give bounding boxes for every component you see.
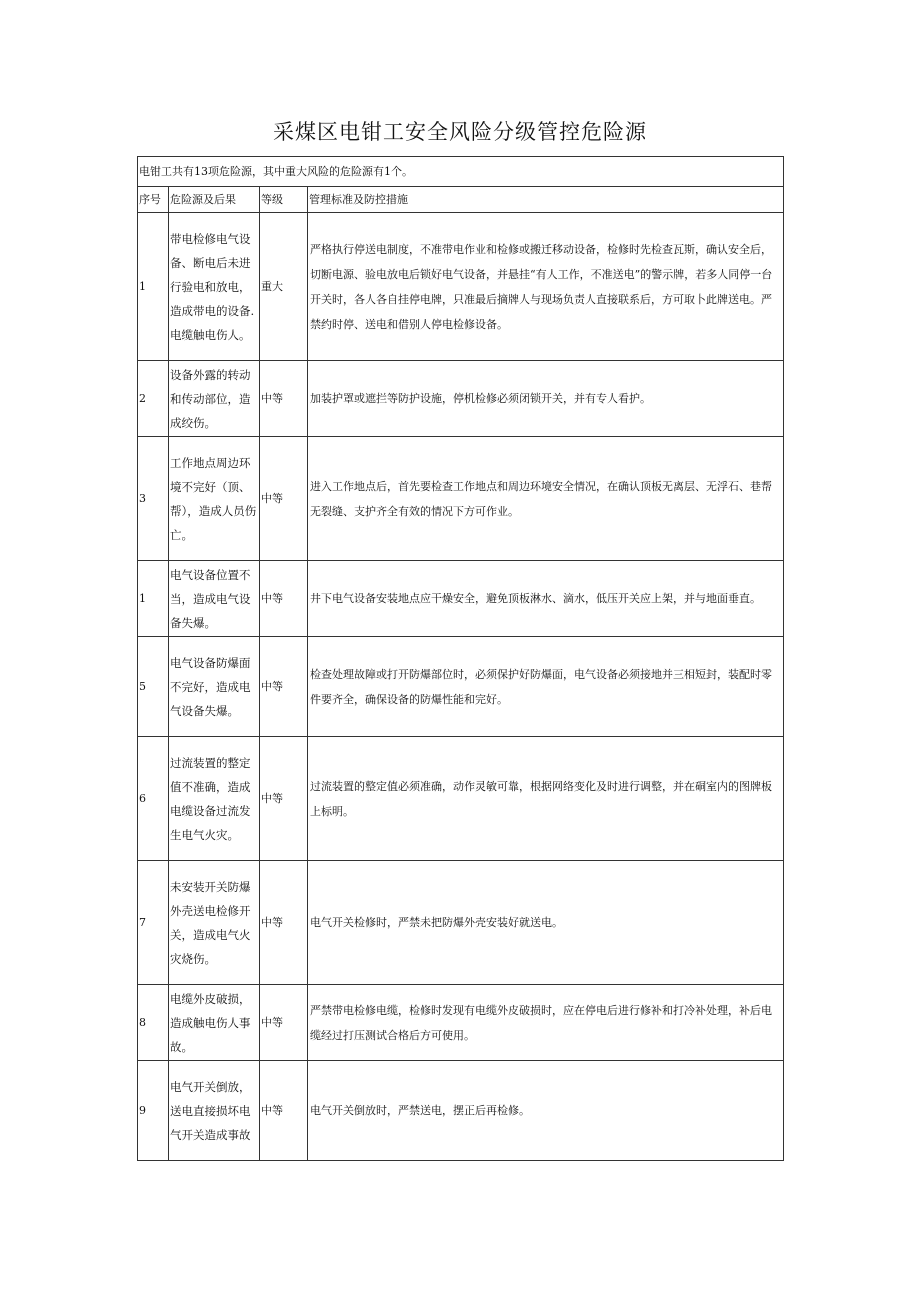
- row-number: 1: [138, 561, 169, 637]
- row-number: 5: [138, 637, 169, 737]
- hazard-description: 带电检修电气设备、断电后未进行验电和放电，造成带电的设备.电缆触电伤人。: [169, 213, 260, 361]
- header-level: 等级: [260, 187, 308, 213]
- risk-level: 中等: [260, 1061, 308, 1161]
- table-row: [138, 1061, 784, 1161]
- table-row: [138, 361, 784, 437]
- control-measures: 加装护罩或遮拦等防护设施，停机检修必须闭锁开关，并有专人看护。: [308, 361, 784, 437]
- row-number: 8: [138, 985, 169, 1061]
- risk-level: 中等: [260, 437, 308, 561]
- hazard-description: 设备外露的转动和传动部位，造成绞伤。: [169, 361, 260, 437]
- table-row: [138, 437, 784, 561]
- summary-text: 电钳工共有13项危险源，其中重大风险的危险源有1个。: [138, 157, 784, 187]
- risk-level: 中等: [260, 737, 308, 861]
- control-measures: 严禁带电检修电缆，检修时发现有电缆外皮破损时，应在停电后进行修补和打冷补处理，补后电缆经过打压测试合格后方可使用。: [308, 985, 784, 1061]
- table-row: [138, 213, 784, 361]
- hazard-description: 电气设备防爆面不完好，造成电气设备失爆。: [169, 637, 260, 737]
- hazard-description: 工作地点周边环境不完好（顶、帮），造成人员伤亡。: [169, 437, 260, 561]
- row-number: 3: [138, 437, 169, 561]
- row-number: 6: [138, 737, 169, 861]
- table-row: [138, 985, 784, 1061]
- header-row: [138, 187, 784, 213]
- table-row: [138, 737, 784, 861]
- risk-level: 中等: [260, 985, 308, 1061]
- hazard-description: 过流装置的整定值不准确，造成电缆设备过流发生电气火灾。: [169, 737, 260, 861]
- summary-row: [138, 157, 784, 187]
- row-number: 1: [138, 213, 169, 361]
- table-row: [138, 637, 784, 737]
- header-hazard: 危险源及后果: [169, 187, 260, 213]
- control-measures: 进入工作地点后，首先要检查工作地点和周边环境安全情况，在确认顶板无离层、无浮石、巷帮无裂缝、支护齐全有效的情况下方可作业。: [308, 437, 784, 561]
- risk-level: 中等: [260, 637, 308, 737]
- control-measures: 电气开关倒放时，严禁送电，摆正后再检修。: [308, 1061, 784, 1161]
- document-title: 采煤区电钳工安全风险分级管控危险源: [273, 120, 647, 144]
- risk-level: 中等: [260, 861, 308, 985]
- hazard-description: 电气设备位置不当，造成电气设备失爆。: [169, 561, 260, 637]
- control-measures: 严格执行停送电制度，不准带电作业和检修或搬迁移动设备，检修时先检查瓦斯，确认安全后，切断电源、验电放电后锁好电气设备，并悬挂“有人工作，不准送电”的警示牌，若多人同停一台开关时，各人各自挂停电牌，只准最后摘牌人与现场负责人直接联系后，方可取卜此牌送电。严禁约时停、送电和借别人停电检修设备。: [308, 213, 784, 361]
- table-row: [138, 561, 784, 637]
- risk-level: 中等: [260, 561, 308, 637]
- row-number: 7: [138, 861, 169, 985]
- risk-level: 中等: [260, 361, 308, 437]
- hazard-description: 电气开关倒放，送电直接损坏电气开关造成事故: [169, 1061, 260, 1161]
- table-row: [138, 861, 784, 985]
- row-number: 9: [138, 1061, 169, 1161]
- row-number: 2: [138, 361, 169, 437]
- control-measures: 井下电气设备安装地点应干燥安全，避免顶板淋水、滴水，低压开关应上架，并与地面垂直。: [308, 561, 784, 637]
- risk-level: 重大: [260, 213, 308, 361]
- control-measures: 电气开关检修时，严禁未把防爆外壳安装好就送电。: [308, 861, 784, 985]
- header-measures: 管理标准及防控措施: [308, 187, 784, 213]
- control-measures: 过流装置的整定值必须准确，动作灵敏可靠，根据网络变化及时进行调整，并在硐室内的图牌板上标明。: [308, 737, 784, 861]
- control-measures: 检查处理故障或打开防爆部位时，必须保护好防爆面，电气设备必须接地并三相短封，装配时零件要齐全，确保设备的防爆性能和完好。: [308, 637, 784, 737]
- hazard-description: 电缆外皮破损，造成触电伤人事故。: [169, 985, 260, 1061]
- hazard-description: 未安装开关防爆外壳送电检修开关，造成电气火灾烧伤。: [169, 861, 260, 985]
- header-no: 序号: [138, 187, 169, 213]
- hazard-table: [137, 156, 784, 1161]
